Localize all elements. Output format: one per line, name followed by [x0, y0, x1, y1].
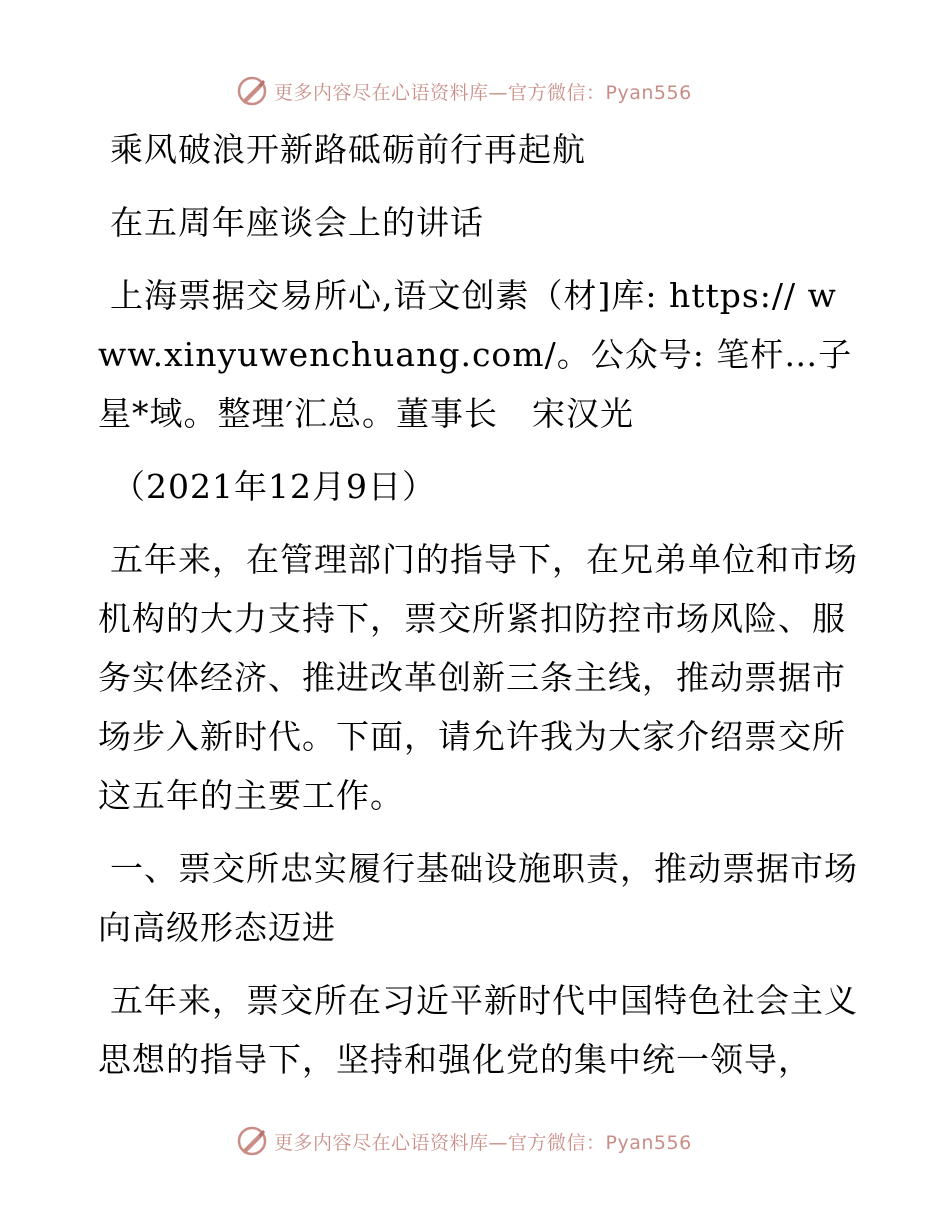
pen-logo-icon — [236, 1125, 268, 1157]
header-watermark — [236, 74, 692, 108]
watermark-text: 更多内容尽在心语资料库—官方微信：Pyan556 — [274, 1131, 692, 1154]
watermark-text: 更多内容尽在心语资料库—官方微信：Pyan556 — [274, 81, 692, 104]
title-line-1: 乘风破浪开新路砥砺前行再起航 — [110, 130, 586, 169]
paragraph-2: 五年来，票交所在习近平新时代中国特色社会主义思想的指导下，坚持和强化党的集中统一领导， — [98, 981, 858, 1079]
paragraph-1: 五年来，在管理部门的指导下，在兄弟单位和市场机构的大力支持下，票交所紧扣防控市场风险、服务实体经济、推进改革创新三条主线，推动票据市场步入新时代。下面，请允许我为大家介绍票交所这五年的主要工作。 — [98, 540, 858, 815]
speaker-block: 上海票据交易所心,语文创素（材]库: https:// www.xinyuwenchuang.com/。公众号: 笔杆…子星*域。整理′汇总。董事长 宋汉光 — [98, 276, 853, 433]
footer-watermark — [236, 1124, 692, 1158]
pen-logo-icon — [236, 75, 268, 107]
section-heading-1: 一、票交所忠实履行基础设施职责，推动票据市场向高级形态迈进 — [98, 849, 858, 947]
document-body — [98, 120, 858, 1089]
speech-date: （2021年12月9日） — [112, 467, 436, 506]
title-line-2: 在五周年座谈会上的讲话 — [110, 203, 484, 242]
